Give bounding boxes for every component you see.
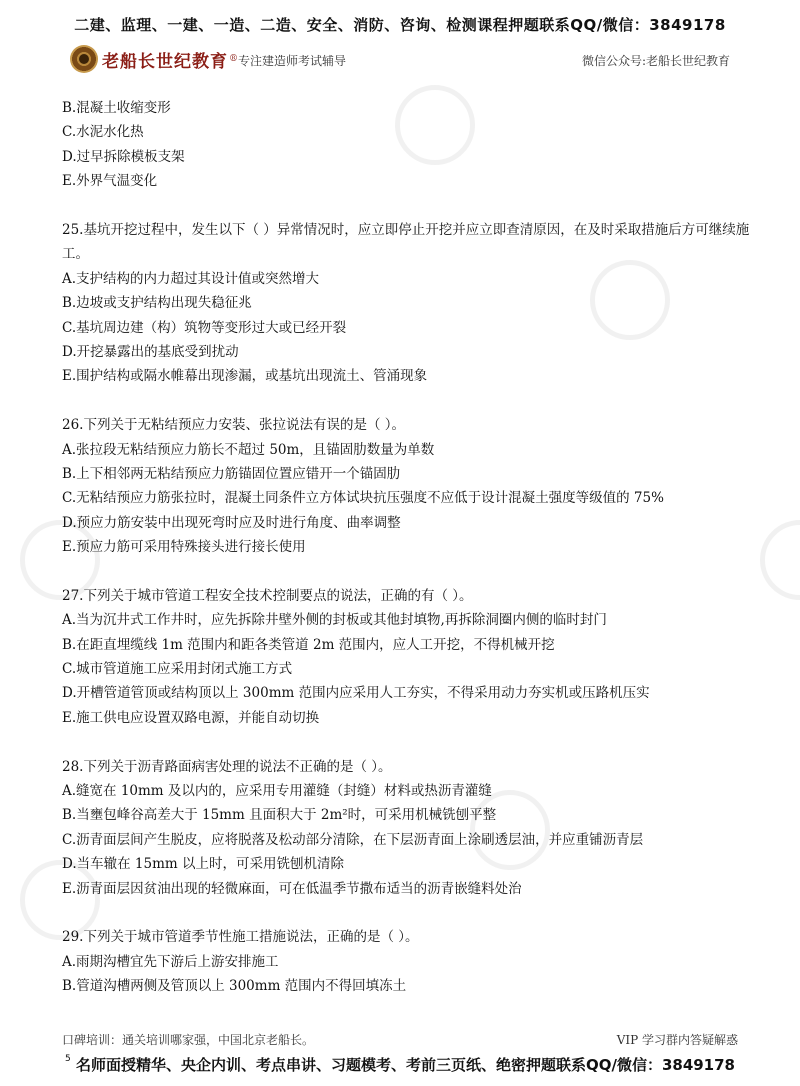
option-text: A.支护结构的内力超过其设计值或突然增大 (62, 270, 320, 287)
option-text: B.在距直埋缆线 1m 范围内和距各类管道 2m 范围内，应人工开挖，不得机械开挖 (62, 636, 555, 653)
question-text: 25.基坑开挖过程中，发生以下（ ）异常情况时，应立即停止开挖并应立即查清原因，在及时采取措施后方可继续施工。 (62, 221, 750, 263)
option-text: C.基坑周边建（构）筑物等变形过大或已经开裂 (62, 319, 347, 336)
option-text: B.边坡或支护结构出现失稳征兆 (62, 295, 252, 312)
page-number: 5 (64, 1054, 71, 1064)
option-text: C.无粘结预应力筋张拉时，混凝土同条件立方体试块抗压强度不应低于设计混凝土强度等级值的 75% (62, 490, 664, 507)
document-body (62, 96, 752, 998)
option-text: D.过早拆除模板支架 (62, 148, 185, 165)
option-text: E.施工供电应设置双路电源，并能自动切换 (62, 709, 320, 726)
option-text: B.混凝土收缩变形 (62, 100, 171, 116)
watermark-emblem (760, 520, 800, 600)
option-text: A.缝宽在 10mm 及以内的，应采用专用灌缝（封缝）材料或热沥青灌缝 (62, 782, 492, 799)
bottom-banner-text: 名师面授精华、央企内训、考点串讲、习题模考、考前三页纸、绝密押题联系QQ/微信：3849178 (75, 1056, 735, 1074)
option-text: C.城市管道施工应采用封闭式施工方式 (62, 661, 293, 678)
header-wechat: 微信公众号:老船长世纪教育 (581, 54, 730, 68)
spacer (62, 730, 752, 754)
ship-wheel-icon (70, 45, 98, 73)
question-text: 28.下列关于沥青路面病害处理的说法不正确的是（ ）。 (62, 758, 392, 775)
spacer (62, 194, 752, 218)
option-text: A.当为沉井式工作井时，应先拆除井壁外侧的封板或其他封填物,再拆除洞圈内侧的临时封门 (62, 612, 607, 629)
option-text: E.围护结构或隔水帷幕出现渗漏，或基坑出现流土、管涌现象 (62, 368, 428, 385)
question-text: 29.下列关于城市管道季节性施工措施说法，正确的是（ ）。 (62, 929, 419, 946)
question-text: 27.下列关于城市管道工程安全技术控制要点的说法，正确的有（ ）。 (62, 587, 473, 604)
page-header (70, 42, 760, 78)
option-text: B.管道沟槽两侧及管顶以上 300mm 范围内不得回填冻土 (62, 978, 407, 995)
option-text: D.当车辙在 15mm 以上时，可采用铣刨机清除 (62, 856, 344, 873)
footer-slogan: 口碑培训：通关培训哪家强，中国北京老船长。 (62, 1033, 315, 1047)
footer-vip: VIP 学习群内答疑解惑 (616, 1033, 738, 1047)
question-text: 26.下列关于无粘结预应力安装、张拉说法有误的是（ ）。 (62, 417, 406, 434)
option-text: E.预应力筋可采用特殊接头进行接长使用 (62, 539, 306, 556)
option-text: D.开挖暴露出的基底受到扰动 (62, 343, 239, 360)
option-text: C.沥青面层间产生脱皮，应将脱落及松动部分清除，在下层沥青面上涂刷透层油，并应重铺沥青层 (62, 831, 644, 848)
bottom-banner (0, 1054, 800, 1075)
option-text: A.张拉段无粘结预应力筋长不超过 50m，且锚固肋数量为单数 (62, 441, 435, 458)
top-banner: 二建、监理、一建、一造、二造、安全、消防、咨询、检测课程押题联系QQ/微信：3849178 (74, 16, 726, 34)
option-text: E.外界气温变化 (62, 173, 158, 190)
option-text: D.预应力筋安装中出现死弯时应及时进行角度、曲率调整 (62, 514, 401, 531)
header-tagline: 专注建造师考试辅导 (238, 54, 347, 68)
option-text: A.雨期沟槽宜先下游后上游安排施工 (62, 953, 279, 970)
logo (70, 44, 238, 74)
spacer (62, 559, 752, 583)
option-text: E.沥青面层因贫油出现的轻微麻面，可在低温季节撒布适当的沥青嵌缝料处治 (62, 880, 522, 897)
option-text: B.上下相邻两无粘结预应力筋锚固位置应错开一个锚固肋 (62, 465, 401, 482)
spacer (62, 901, 752, 925)
option-text: C.水泥水化热 (62, 124, 144, 141)
spacer (62, 389, 752, 413)
registered-mark: ® (229, 54, 238, 64)
option-text: D.开槽管道管顶或结构顶以上 300mm 范围内应采用人工夯实，不得采用动力夯实机或压路机压实 (62, 685, 650, 702)
logo-text: 老船长世纪教育 (102, 51, 228, 72)
option-text: B.当壅包峰谷高差大于 15mm 且面积大于 2m²时，可采用机械铣刨平整 (62, 807, 497, 824)
